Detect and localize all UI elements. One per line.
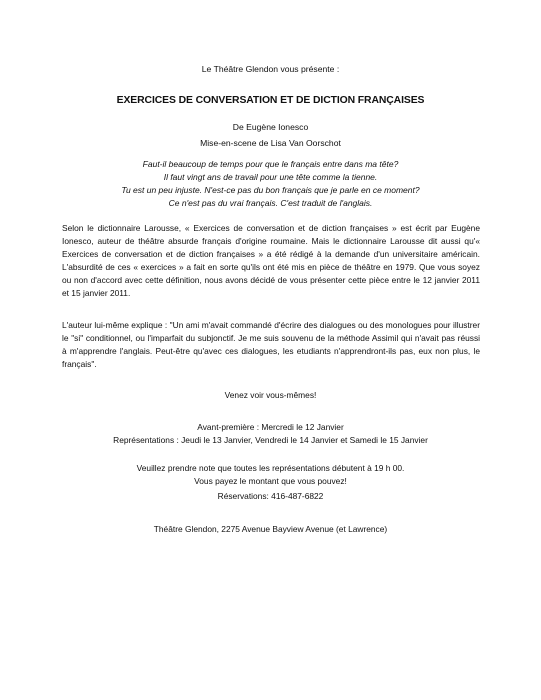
preview-date: Avant-première : Mercredi le 12 Janvier (197, 422, 344, 432)
paragraph-larousse: Selon le dictionnaire Larousse, « Exercices de conversation et de diction françaises » est écrit par Eugène Ionesco, auteur de théâtre absurde français d'origine roumaine. Mais le dictionnaire Larousse dit aussi qu'« Exercices de conversation et de diction françaises » a été rédigé à la demande d'un universitaire américain. L'absurdité de ces « exercices » a fait en sorte qu'ils ont été mis en pièce de théâtre en 1979. Que vous soyez ou non d'accord avec cette définition, nous avons décidé de vous présenter cette pièce entre le 12 janvier 2011 et 15 janvier 2011. (62, 223, 480, 299)
credits (0, 119, 541, 151)
call-to-action: Venez voir vous-mêmes! (224, 390, 317, 400)
note-block (0, 462, 541, 487)
start-time-note: Veuillez prendre note que toutes les représentations débutent à 19 h 00. (136, 463, 405, 473)
performance-dates: Représentations : Jeudi le 13 Janvier, Vendredi le 14 Janvier et Samedi le 15 Janvier (113, 434, 428, 445)
intro-line: Le Théâtre Glendon vous présente : (201, 64, 340, 74)
play-title: EXERCICES DE CONVERSATION ET DE DICTION FRANÇAISES (116, 95, 425, 106)
author-line: De Eugène Ionesco (232, 122, 309, 132)
quote-block (0, 158, 541, 210)
paragraph-author-explanation: L'auteur lui-même explique : "Un ami m'avait commandé d'écrire des dialogues ou des monologues pour illustrer le "si" conditionnel, ou l'imparfait du subjonctif. Je me suis souvenu de la méthode Assimil qui n'avait pas réussi à m'apprendre l'anglais. Peut-être qu'avec ces dialogues, les etudiants n'apprendront-ils pas, eux non plus, le français". (62, 320, 480, 370)
director-line: Mise-en-scene de Lisa Van Oorschot (200, 138, 341, 148)
quote-line: Il faut vingt ans de travail pour une tête comme la tienne. (163, 172, 378, 182)
payment-note: Vous payez le montant que vous pouvez! (194, 475, 347, 486)
quote-line: Tu est un peu injuste. N'est-ce pas du bon français que je parle en ce moment? (121, 185, 420, 195)
dates-block (0, 421, 541, 446)
quote-line: Ce n'est pas du vrai français. C'est traduit de l'anglais. (168, 198, 373, 208)
address-line: Théâtre Glendon, 2275 Avenue Bayview Avenue (et Lawrence) (153, 524, 388, 534)
quote-line: Faut-il beaucoup de temps pour que le français entre dans ma tête? (142, 159, 399, 169)
reservations-line: Réservations: 416-487-6822 (217, 491, 324, 501)
